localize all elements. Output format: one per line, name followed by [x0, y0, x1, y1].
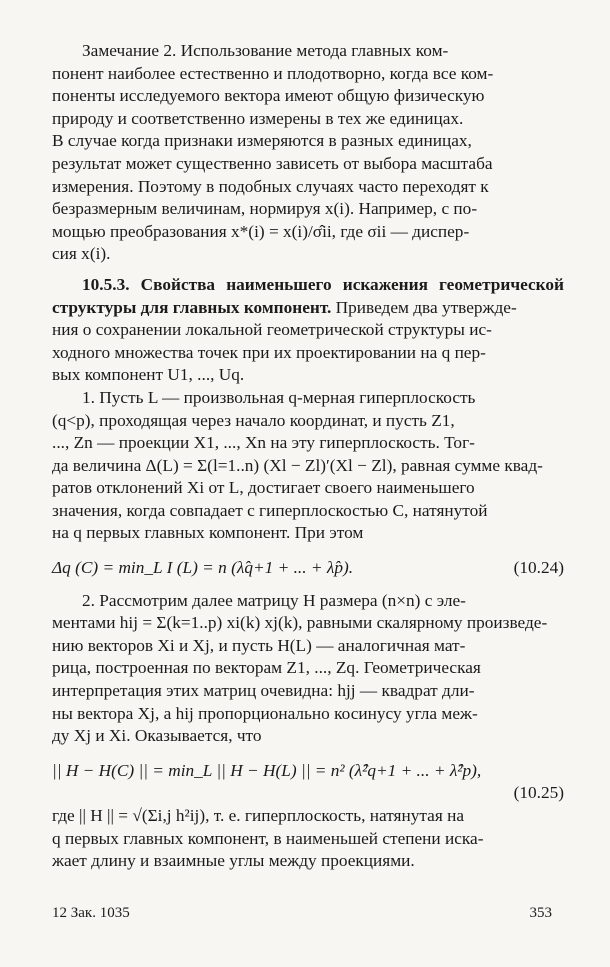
- remark-paragraph: [52, 40, 564, 266]
- text-line: ..., Zn — проекции X1, ..., Xn на эту гиперплоскость. Тог-: [52, 433, 475, 453]
- text-line: нию векторов Xi и Xj, и пусть H(L) — аналогичная мат-: [52, 635, 466, 655]
- text-line: интерпретация этих матриц очевидна: hjj — квадрат дли-: [52, 681, 475, 701]
- text-line: понент наиболее естественно и плодотворно, когда все ком-: [52, 63, 494, 83]
- text-line: В случае когда признаки измеряются в разных единицах,: [52, 131, 472, 151]
- text-line: ратов отклонений Xi от L, достигает своего наименьшего: [52, 478, 475, 498]
- text-line: безразмерным величинам, нормируя x(i). Например, с по-: [52, 199, 478, 219]
- text-line: ходного множества точек при их проектировании на q пер-: [52, 342, 486, 362]
- text-line: Замечание 2. Использование метода главных ком-: [82, 41, 449, 60]
- text-line: мощью преобразования x*(i) = x(i)/σ̂ii, где σii — диспер-: [52, 221, 470, 241]
- text-line: ны вектора Xj, а hij пропорционально косинусу угла меж-: [52, 703, 478, 723]
- text-line: поненты исследуемого вектора имеют общую физическую: [52, 86, 485, 106]
- text-line: Приведем два утвержде-: [335, 297, 517, 317]
- text-line: на q первых главных компонент. При этом: [52, 523, 364, 543]
- text-line: сия x(i).: [52, 244, 111, 264]
- text-line: рица, построенная по векторам Z1, ..., Zq. Геометрическая: [52, 658, 481, 678]
- page-number: 353: [529, 905, 552, 921]
- text-line: ментами hij = Σ(k=1..p) xi(k) xj(k), равными скалярному произведе-: [52, 613, 548, 633]
- equation-10-24: [52, 557, 564, 580]
- equation-10-25: [52, 760, 564, 805]
- text-line: жает длину и взаимные углы между проекциями.: [52, 851, 415, 871]
- page-footer: [52, 905, 552, 922]
- text-line: ду Xj и Xi. Оказывается, что: [52, 726, 262, 746]
- text-line: 2. Рассмотрим далее матрицу H размера (n×n) с эле-: [82, 590, 466, 610]
- text-line: вых компонент U1, ..., Uq.: [52, 365, 245, 385]
- text-line: измерения. Поэтому в подобных случаях часто переходят к: [52, 176, 489, 196]
- text-line: значения, когда совпадает с гиперплоскостью C, натянутой: [52, 500, 488, 520]
- text-line: да величина Δ(L) = Σ(l=1..n) (Xl − Zl)′(Xl − Zl), равная сумме квад-: [52, 455, 543, 475]
- statement-2: [52, 590, 564, 873]
- equation-number: (10.25): [513, 783, 564, 803]
- text-line: q первых главных компонент, в наименьшей степени иска-: [52, 828, 484, 848]
- section-paragraph: [52, 274, 564, 387]
- text-line: (q<p), проходящая через начало координат, и пусть Z1,: [52, 410, 455, 430]
- text-line: 1. Пусть L — произвольная q-мерная гиперплоскость: [82, 387, 476, 407]
- signature-mark: 12 Зак. 1035: [52, 905, 130, 921]
- section-heading: 10.5.3. Свойства наименьшего искажения геометрической структуры для главных компонент.: [52, 274, 564, 317]
- equation-body: Δq (C) = min_L I (L) = n (λ̂q+1 + ... + λ̂p).: [52, 558, 354, 578]
- page-text: [52, 40, 564, 873]
- text-line: природу и соответственно измерены в тех же единицах.: [52, 108, 464, 128]
- text-line: ния о сохранении локальной геометрической структуры ис-: [52, 320, 492, 340]
- equation-number: (10.24): [513, 558, 564, 578]
- statement-1: [52, 387, 564, 580]
- text-line: результат может существенно зависеть от выбора масштаба: [52, 153, 493, 173]
- equation-body: || H − H(C) || = min_L || H − H(L) || = n² (λ̂²q+1 + ... + λ̂²p),: [52, 760, 482, 780]
- text-line: где || H || = √(Σi,j h²ij), т. е. гиперплоскость, натянутая на: [52, 806, 465, 825]
